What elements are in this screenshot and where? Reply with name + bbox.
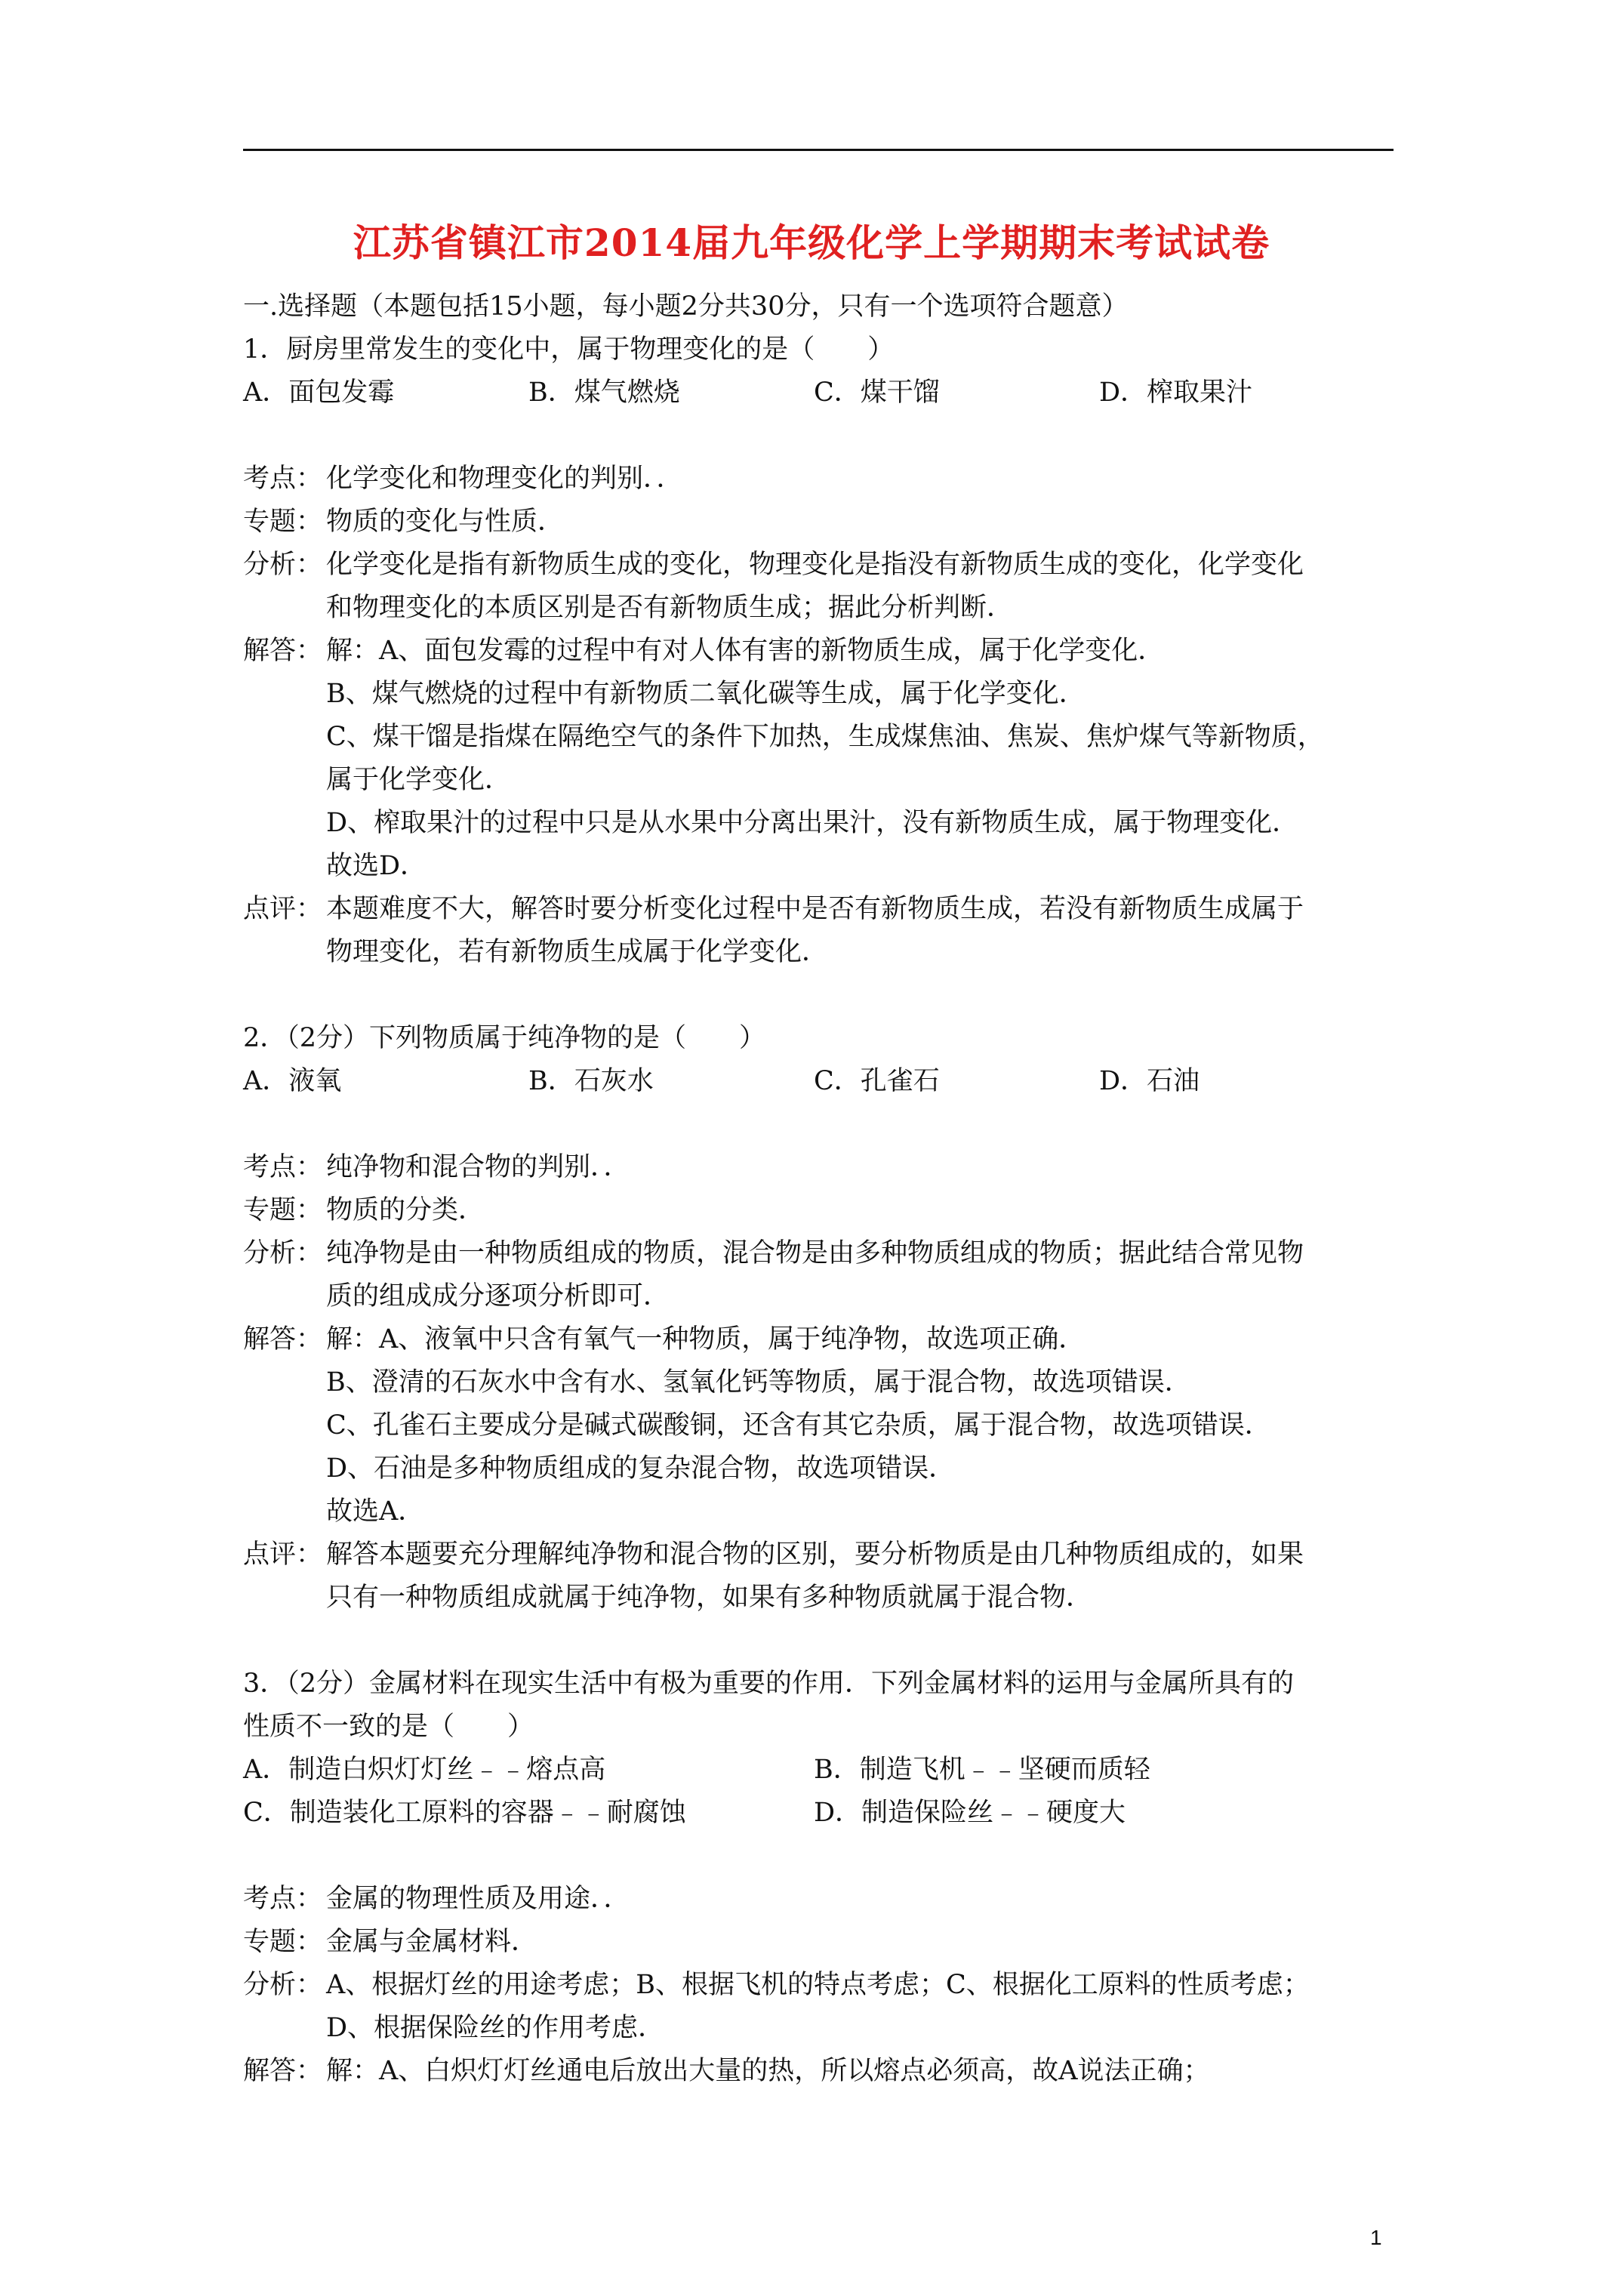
jieda-line: 解：A、液氧中只含有氧气一种物质，属于纯净物，故选项正确． [326,1324,1086,1354]
q1-fenxi [243,544,1398,630]
jieda-line: D、榨取果汁的过程中只是从水果中分离出果汁，没有新物质生成，属于物理变化． [326,808,1299,838]
jieda-label: 解答： [243,1324,323,1354]
question-3-stem-cont: 性质不一致的是（ ） [243,1712,534,1742]
q1-kaodian [243,458,1398,501]
jieda-line: C、孔雀石主要成分是碱式碳酸铜，还含有其它杂质，属于混合物，故选项错误． [326,1410,1271,1441]
question-3-stem: 3．（2分）金属材料在现实生活中有极为重要的作用．下列金属材料的运用与金属所具有的 [243,1669,1295,1699]
option-a: A．面包发霉 [243,378,395,408]
option-d: D．制造保险丝﹣﹣硬度大 [814,1798,1126,1828]
kaodian-label: 考点： [243,1152,323,1182]
dianping-label: 点评： [243,1539,323,1570]
q3-zhuanti [243,1921,1398,1964]
jieda-line: 解：A、面包发霉的过程中有对人体有害的新物质生成，属于化学变化． [326,636,1165,666]
fenxi-line: 化学变化是指有新物质生成的变化，物理变化是指没有新物质生成的变化，化学变化 [326,550,1304,580]
q2-zhuanti [243,1189,1398,1232]
option-c: C．制造装化工原料的容器﹣﹣耐腐蚀 [243,1798,686,1828]
q2-dianping [243,1533,1398,1620]
q1-jieda [243,630,1398,888]
option-c: C．孔雀石 [814,1066,940,1096]
page-number: 1 [1370,2226,1382,2249]
option-b: B．石灰水 [528,1066,654,1096]
option-d: D．石油 [1099,1066,1200,1096]
zhuanti-label: 专题： [243,507,323,537]
kaodian-label: 考点： [243,464,323,494]
fenxi-line: 质的组成成分逐项分析即可． [326,1281,670,1311]
q2-kaodian [243,1146,1398,1189]
option-d: D．榨取果汁 [1099,378,1253,408]
zhuanti-text: 金属与金属材料． [326,1927,538,1957]
question-2-options [243,1060,1398,1103]
option-b: B．煤气燃烧 [528,378,680,408]
dianping-line: 本题难度不大，解答时要分析变化过程中是否有新物质生成，若没有新物质生成属于 [326,894,1304,924]
option-b: B．制造飞机﹣﹣坚硬而质轻 [814,1755,1150,1785]
fenxi-line: A、根据灯丝的用途考虑；B、根据飞机的特点考虑；C、根据化工原料的性质考虑； [326,1970,1310,2000]
zhuanti-label: 专题： [243,1195,323,1225]
q3-jieda [243,2050,1398,2093]
kaodian-text: 金属的物理性质及用途．． [326,1884,630,1914]
document-body [243,285,1398,2093]
question-3-options-row1 [243,1749,1398,1792]
section-heading: 一.选择题（本题包括15小题，每小题2分共30分，只有一个选项符合题意） [243,291,1129,322]
jieda-label: 解答： [243,2056,323,2086]
question-1-stem: 1．厨房里常发生的变化中，属于物理变化的是（ ） [243,334,895,365]
dianping-line: 解答本题要充分理解纯净物和混合物的区别，要分析物质是由几种物质组成的，如果 [326,1539,1304,1570]
q2-jieda [243,1318,1398,1533]
fenxi-line: 纯净物是由一种物质组成的物质，混合物是由多种物质组成的物质；据此结合常见物 [326,1238,1304,1268]
zhuanti-text: 物质的分类． [326,1195,485,1225]
fenxi-label: 分析： [243,1970,323,2000]
document-title: 江苏省镇江市2014届九年级化学上学期期末考试试卷 [353,220,1270,265]
jieda-line: 属于化学变化． [326,765,512,795]
jieda-line: 故选A． [326,1496,425,1527]
fenxi-line: 和物理变化的本质区别是否有新物质生成；据此分析判断． [326,593,1014,623]
fenxi-line: D、根据保险丝的作用考虑． [326,2013,665,2043]
kaodian-text: 纯净物和混合物的判别．． [326,1152,630,1182]
fenxi-label: 分析： [243,1238,323,1268]
q2-fenxi [243,1232,1398,1318]
dianping-line: 只有一种物质组成就属于纯净物，如果有多种物质就属于混合物． [326,1583,1093,1613]
fenxi-label: 分析： [243,550,323,580]
zhuanti-text: 物质的变化与性质． [326,507,565,537]
dianping-label: 点评： [243,894,323,924]
q3-fenxi [243,1964,1398,2050]
q3-kaodian [243,1878,1398,1921]
jieda-line: B、煤气燃烧的过程中有新物质二氧化碳等生成，属于化学变化． [326,679,1086,709]
kaodian-label: 考点： [243,1884,323,1914]
kaodian-text: 化学变化和物理变化的判别．． [326,464,683,494]
dianping-line: 物理变化，若有新物质生成属于化学变化． [326,937,829,967]
q1-zhuanti [243,501,1398,544]
question-3-options-row2 [243,1792,1398,1835]
header-rule [243,149,1394,151]
option-a: A．液氧 [243,1066,342,1096]
jieda-line: B、澄清的石灰水中含有水、氢氧化钙等物质，属于混合物，故选项错误． [326,1367,1191,1398]
question-2-stem: 2．（2分）下列物质属于纯净物的是（ ） [243,1023,766,1053]
option-c: C．煤干馏 [814,378,940,408]
question-1-options [243,371,1398,415]
zhuanti-label: 专题： [243,1927,323,1957]
jieda-line: 故选D． [326,851,427,881]
option-a: A．制造白炽灯灯丝﹣﹣熔点高 [243,1755,606,1785]
q1-dianping [243,888,1398,974]
jieda-line: D、石油是多种物质组成的复杂混合物，故选项错误． [326,1453,956,1484]
jieda-line: C、煤干馏是指煤在隔绝空气的条件下加热，生成煤焦油、焦炭、焦炉煤气等新物质， [326,722,1324,752]
jieda-line: 解：A、白炽灯灯丝通电后放出大量的热，所以熔点必须高，故A说法正确； [326,2056,1210,2086]
jieda-label: 解答： [243,636,323,666]
